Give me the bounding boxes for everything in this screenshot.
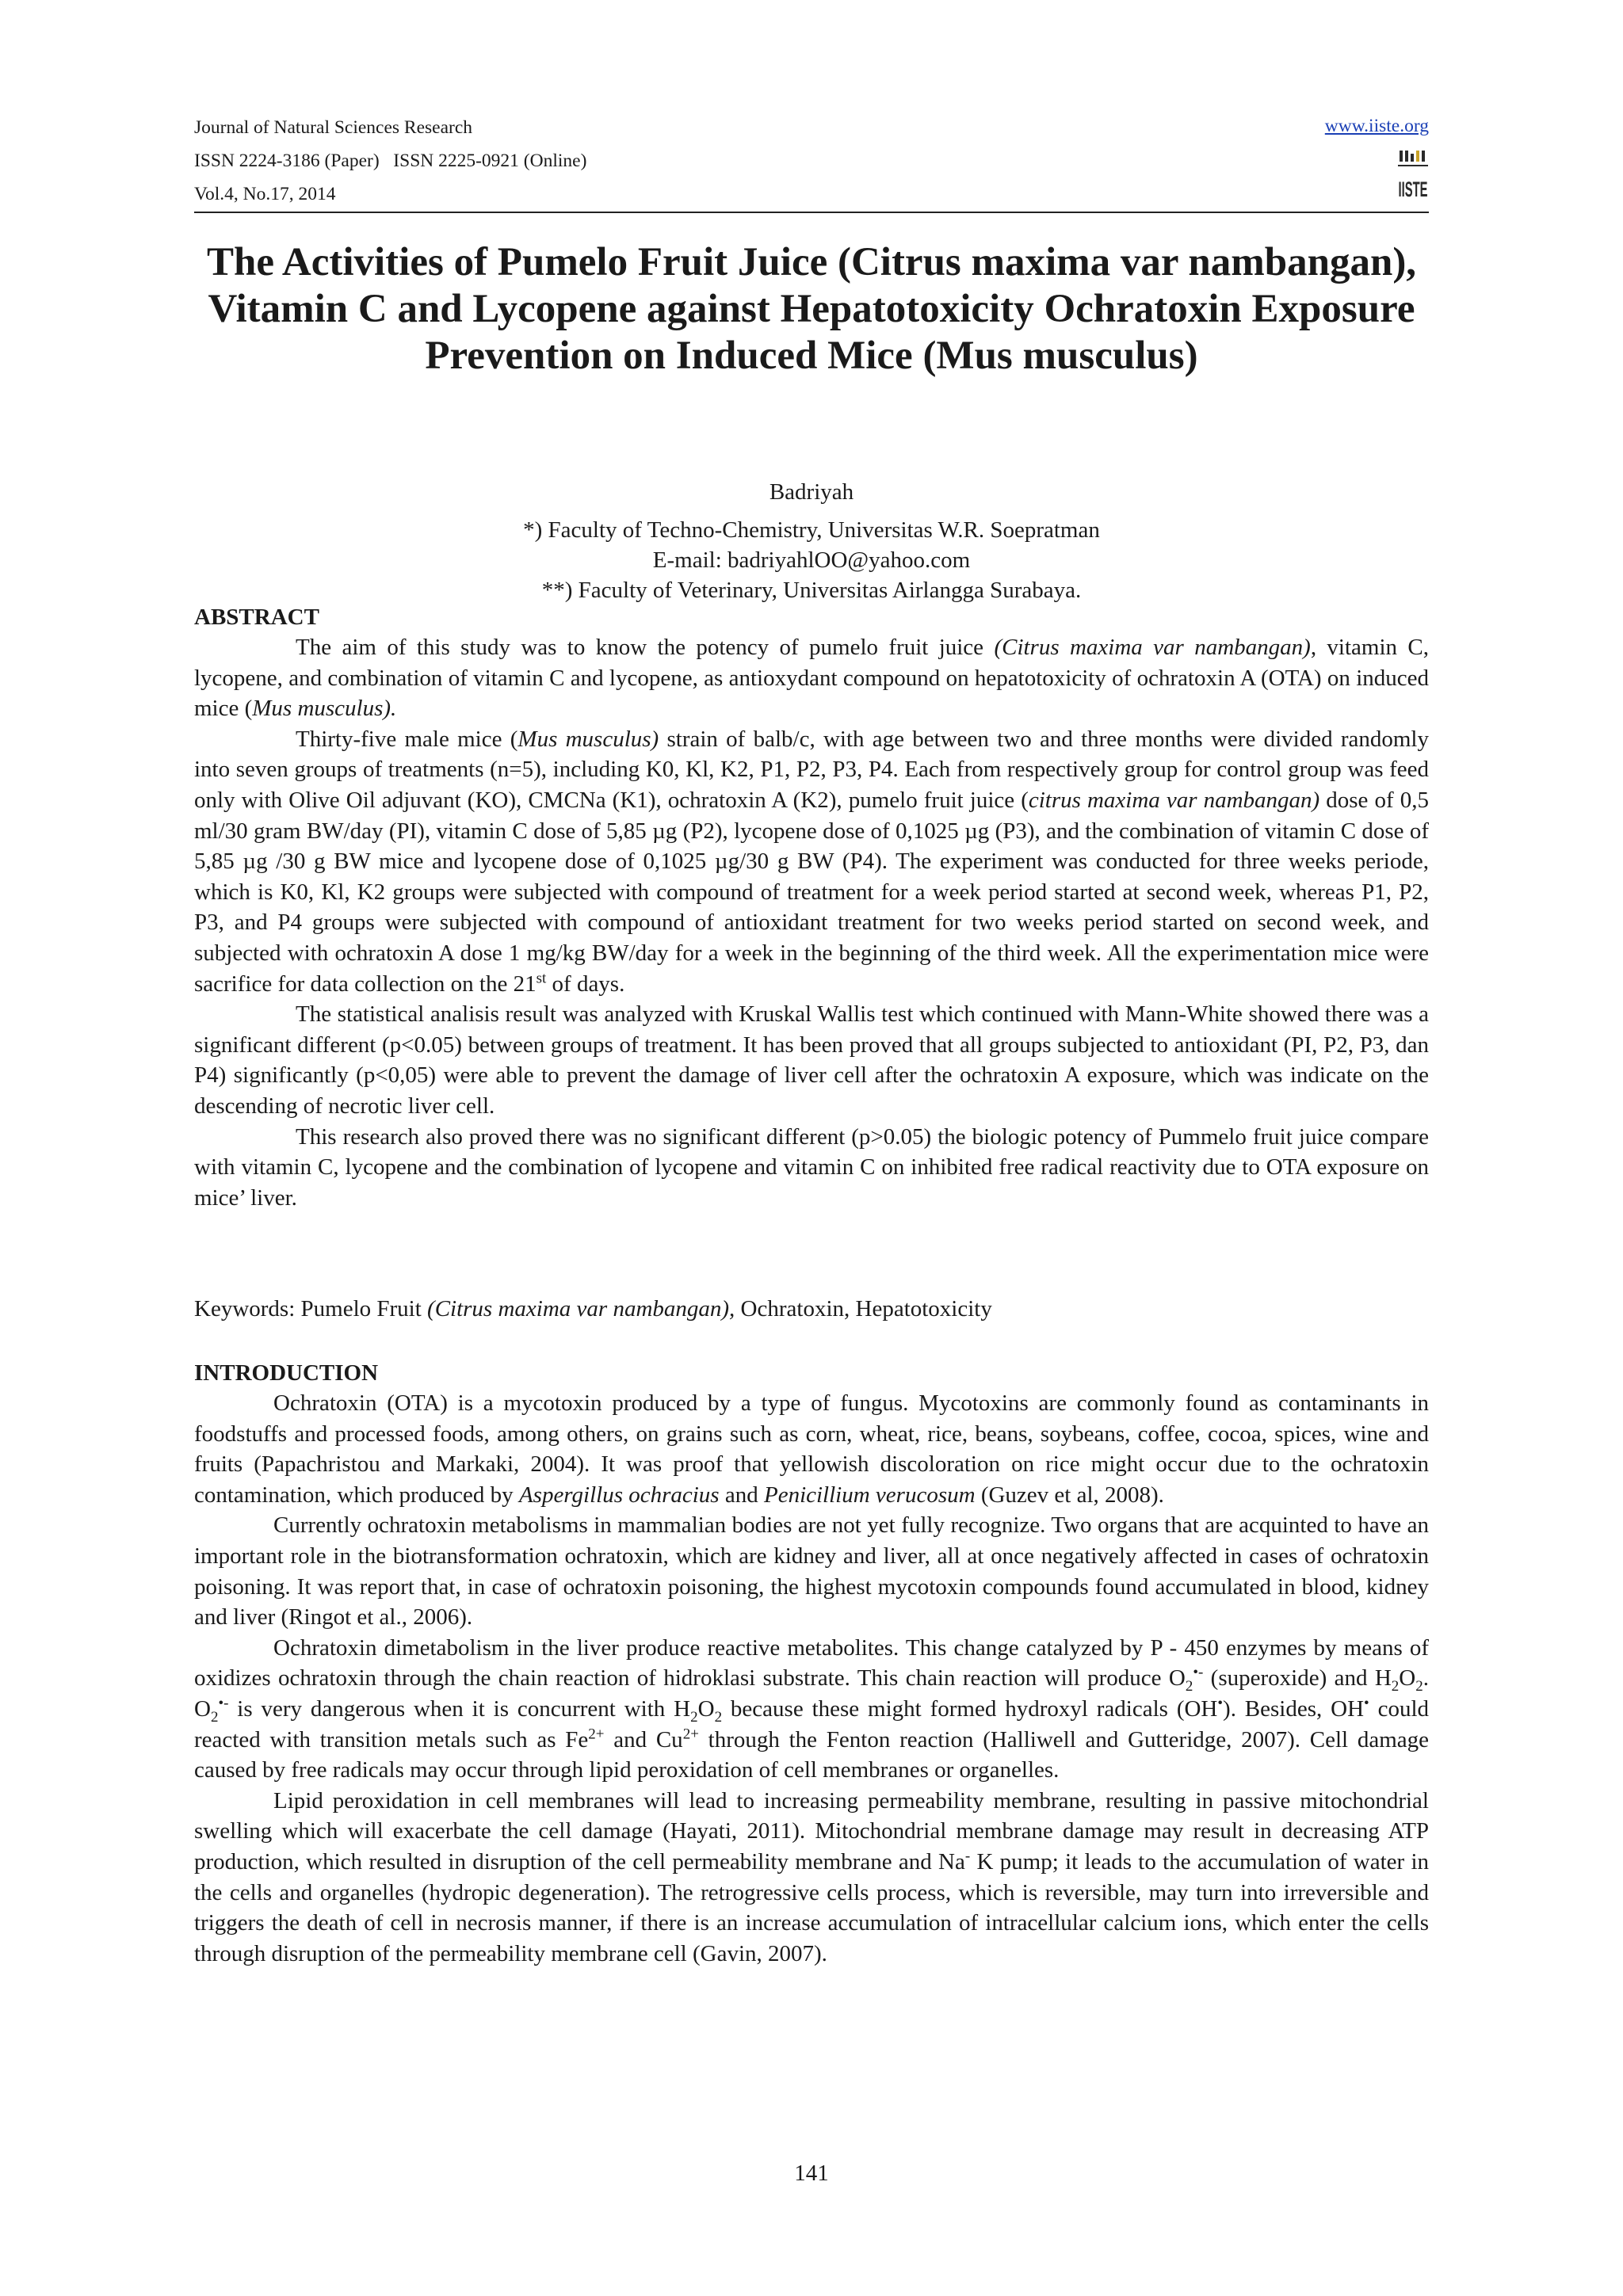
affiliation-1: *) Faculty of Techno-Chemistry, Universitas W.R. Soepratman bbox=[523, 517, 1100, 543]
abstract-heading: ABSTRACT bbox=[194, 605, 319, 630]
author-name: Badriyah bbox=[769, 479, 854, 505]
author-email: E-mail: badriyahlOO@yahoo.com bbox=[652, 547, 971, 573]
abstract-paragraph: The aim of this study was to know the potency of pumelo fruit juice (Citrus maxima var nambangan), vitamin C, lycopene, and combination of vitamin C and lycopene, as antioxydant compound on hepatotoxicity of ochratoxin A (OTA) on induced mice (Mus musculus). bbox=[194, 635, 1429, 722]
introduction-heading: INTRODUCTION bbox=[194, 1360, 379, 1386]
volume-line: Vol.4, No.17, 2014 bbox=[194, 184, 336, 204]
introduction-paragraph: Currently ochratoxin metabolisms in mammalian bodies are not yet fully recognize. Two organs that are acquinted to have an important role in the biotransformation ochratoxin, which are kidney and liver, all at once negatively affected in cases of ochratoxin poisoning. It was report that, in case of ochratoxin poisoning, the highest mycotoxin compounds found accumulated in blood, kidney and liver (Ringot et al., 2006). bbox=[194, 1512, 1429, 1630]
author-block bbox=[194, 477, 1429, 605]
issn-line: ISSN 2224-3186 (Paper) ISSN 2225-0921 (Online) bbox=[194, 151, 587, 171]
abstract-paragraph: This research also proved there was no significant different (p>0.05) the biologic potency of Pummelo fruit juice compare with vitamin C, lycopene and the combination of lycopene and vitamin C on inhibited free radical reactivity due to OTA exposure on mice’ liver. bbox=[194, 1123, 1429, 1211]
journal-website-link[interactable]: www.iiste.org bbox=[1324, 116, 1429, 136]
affiliation-2: **) Faculty of Veterinary, Universitas Airlangga Surabaya. bbox=[541, 578, 1082, 603]
abstract-paragraph: The statistical analisis result was analyzed with Kruskal Wallis test which continued with Mann-White showed there was a significant different (p<0.05) between groups of treatment. It has been proved that all groups subjected to antioxidant (PI, P2, P3, dan P4) significantly (p<0,05) were able to prevent the damage of liver cell after the ochratoxin A exposure, which was indicate on the descending of necrotic liver cell. bbox=[194, 1001, 1429, 1119]
journal-name: Journal of Natural Sciences Research bbox=[194, 117, 473, 138]
page-number: 141 bbox=[794, 2161, 829, 2186]
header-divider bbox=[194, 212, 1429, 213]
paper-title: The Activities of Pumelo Fruit Juice (Citrus maxima var nambangan), Vitamin C and Lycopene against Hepatotoxicity Ochratoxin Exposure Prevention on Induced Mice (Mus musculus) bbox=[206, 240, 1417, 378]
introduction-paragraph: Ochratoxin dimetabolism in the liver produce reactive metabolites. This change catalyzed by P - 450 enzymes by means of oxidizes ochratoxin through the chain reaction of hidroklasi substrate. This chain reaction will produce $O_2^{•-}$ (superoxide) and $H_2O_2$. $O_2^{•-}$ is very dangerous when it is concurrent with $H_2O_2$ because these might formed hydroxyl radicals (OH•). Besides, OH• could reacted with transition metals such as $Fe^{2+}$ and $Cu^{2+}$ through the Fenton reaction (Halliwell and Gutteridge, 2007). Cell damage caused by free radicals may occur through lipid peroxidation of cell membranes or organelles. bbox=[194, 1634, 1430, 1783]
introduction-paragraph: Lipid peroxidation in cell membranes will lead to increasing permeability membrane, resulting in passive mitochondrial swelling which will exacerbate the cell damage (Hayati, 2011). Mitochondrial membrane damage may result in decreasing ATP production, which resulted in disruption of the cell permeability membrane and Na- K pump; it leads to the accumulation of water in the cells and organelles (hydropic degeneration). The retrogressive cells process, which is reversible, may turn into irreversible and triggers the death of cell in necrosis manner, if there is an increase accumulation of intracellular calcium ions, which enter the cells through disruption of the permeability membrane cell (Gavin, 2007). bbox=[194, 1787, 1429, 1966]
iiste-logo-icon bbox=[1398, 149, 1428, 201]
abstract-section bbox=[194, 602, 1429, 1213]
abstract-paragraph: Thirty-five male mice (Mus musculus) strain of balb/c, with age between two and three months were divided randomly into seven groups of treatments (n=5), including K0, Kl, K2, P1, P2, P3, P4. Each from respectively group for control group was feed only with Olive Oil adjuvant (KO), CMCNa (K1), ochratoxin A (K2), pumelo fruit juice (citrus maxima var nambangan) dose of 0,5 ml/30 gram BW/day (PI), vitamin C dose of 5,85 µg (P2), lycopene dose of 0,1025 µg (P3), and the combination of vitamin C dose of 5,85 µg /30 g BW mice and lycopene dose of 0,1025 µg/30 g BW (P4). The experiment was conducted for three weeks periode, which is K0, Kl, K2 groups were subjected with compound of treatment for a week period started at second week, whereas P1, P2, P3, and P4 groups were subjected with compound of antioxidant treatment for two weeks period started on second week, and subjected with ochratoxin A dose 1 mg/kg BW/day for a week in the beginning of the third week. All the experimentation mice were sacrifice for data collection on the 21st of days. bbox=[194, 726, 1429, 997]
logo-text: IISTE bbox=[1398, 177, 1428, 201]
keywords-line: Keywords: Pumelo Fruit (Citrus maxima var nambangan), Ochratoxin, Hepatotoxicity bbox=[194, 1296, 992, 1322]
introduction-paragraph: Ochratoxin (OTA) is a mycotoxin produced by a type of fungus. Mycotoxins are commonly found as contaminants in foodstuffs and processed foods, among others, on grains such as corn, wheat, rice, beans, soybeans, coffee, cocoa, spices, wine and fruits (Papachristou and Markaki, 2004). It was proof that yellowish discoloration on rice might occur due to the ochratoxin contamination, which produced by Aspergillus ochracius and Penicillium verucosum (Guzev et al, 2008). bbox=[194, 1390, 1429, 1508]
introduction-section bbox=[194, 1358, 1429, 1969]
